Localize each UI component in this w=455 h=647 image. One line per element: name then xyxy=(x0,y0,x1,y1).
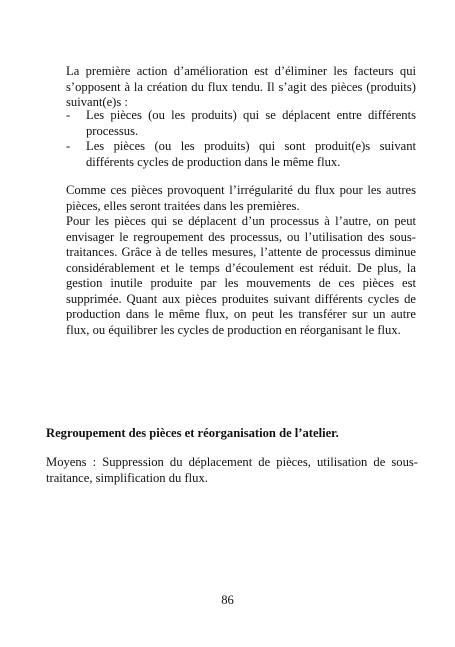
bullet-marker: - xyxy=(66,108,71,122)
list-item xyxy=(66,108,416,139)
moyens-paragraph: Moyens : Suppression du déplacement de pièces, utilisation de sous-traitance, simplification du flux. xyxy=(46,455,418,485)
bullet-list xyxy=(66,108,416,170)
bullet-marker: - xyxy=(66,139,71,153)
page-number: 86 xyxy=(221,593,234,607)
intro-paragraph: La première action d’amélioration est d’éliminer les facteurs qui s’opposent à la création du flux tendu. Il s’agit des pièces (produits) suivant(e)s : xyxy=(66,64,416,109)
bullet-text: Les pièces (ou les produits) qui se déplacent entre différents processus. xyxy=(86,108,416,138)
irregularite-paragraph: Comme ces pièces provoquent l’irrégularité du flux pour les autres pièces, elles seront traitées dans les premières. xyxy=(66,183,416,213)
bullet-text: Les pièces (ou les produits) qui sont produit(e)s suivant différents cycles de production dans le même flux. xyxy=(86,139,416,169)
solutions-paragraph: Pour les pièces qui se déplacent d’un processus à l’autre, on peut envisager le regroupement des processus, ou l’utilisation des sous-traitances. Grâce à de telles mesures, l’attente de processus diminue considérablement et le temps d’écoulement est réduit. De plus, la gestion inutile produite par les mouvements de ces pièces est supprimée. Quant aux pièces produites suivant différents cycles de production dans le même flux, on peut les transférer sur un autre flux, ou équilibrer les cycles de production en réorganisant le flux. xyxy=(66,214,416,337)
section-heading: Regroupement des pièces et réorganisation de l’atelier. xyxy=(46,426,339,440)
list-item xyxy=(66,139,416,170)
